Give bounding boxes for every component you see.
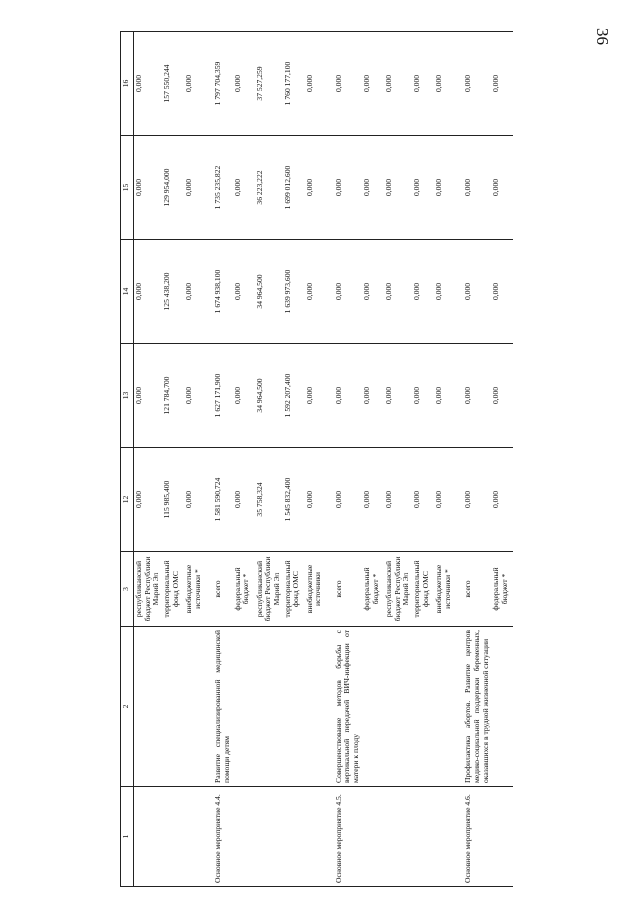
funding-source-cell: республиканский бюджет Республики Марий Эл	[134, 552, 163, 627]
amount-cell: 0,000	[412, 344, 434, 448]
activity-number-cell: Основное мероприятие 4.6.	[456, 787, 491, 887]
activity-number-cell	[233, 787, 255, 887]
amount-cell: 0,000	[134, 136, 163, 240]
activity-number-cell	[362, 787, 384, 887]
column-header: 2	[121, 627, 134, 787]
amount-cell: 0,000	[233, 448, 255, 552]
amount-cell: 0,000	[456, 136, 491, 240]
table-row	[491, 32, 513, 887]
amount-cell: 0,000	[434, 240, 456, 344]
amount-cell: 1 797 704,359	[206, 32, 232, 136]
amount-cell: 0,000	[456, 344, 491, 448]
amount-cell: 0,000	[327, 448, 362, 552]
table-row	[362, 32, 384, 887]
funding-source-cell: республиканский бюджет Республики Марий Эл	[384, 552, 412, 627]
activity-number-cell: Основное мероприятие 4.4.	[206, 787, 232, 887]
amount-cell: 0,000	[184, 136, 206, 240]
amount-cell: 0,000	[384, 344, 412, 448]
amount-cell: 1 545 832,400	[283, 448, 305, 552]
activity-name-cell	[162, 627, 184, 787]
activity-number-cell	[434, 787, 456, 887]
amount-cell: 0,000	[456, 240, 491, 344]
amount-cell: 0,000	[384, 448, 412, 552]
activity-name-cell	[362, 627, 384, 787]
activity-number-cell	[255, 787, 283, 887]
amount-cell: 34 964,500	[255, 240, 283, 344]
amount-cell: 0,000	[362, 448, 384, 552]
amount-cell: 0,000	[184, 32, 206, 136]
table-row	[384, 32, 412, 887]
amount-cell: 0,000	[233, 240, 255, 344]
amount-cell: 0,000	[491, 240, 513, 344]
amount-cell: 1 627 171,900	[206, 344, 232, 448]
activity-name-cell	[434, 627, 456, 787]
amount-cell: 0,000	[305, 240, 327, 344]
funding-source-cell: всего	[327, 552, 362, 627]
activity-number-cell	[305, 787, 327, 887]
amount-cell: 1 639 973,600	[283, 240, 305, 344]
column-header: 15	[121, 136, 134, 240]
amount-cell: 0,000	[233, 32, 255, 136]
amount-cell: 0,000	[434, 32, 456, 136]
amount-cell: 0,000	[491, 448, 513, 552]
activity-name-cell	[184, 627, 206, 787]
amount-cell: 0,000	[327, 136, 362, 240]
amount-cell: 157 550,244	[162, 32, 184, 136]
amount-cell: 35 758,324	[255, 448, 283, 552]
activity-name-cell	[283, 627, 305, 787]
table-row	[233, 32, 255, 887]
amount-cell: 115 985,400	[162, 448, 184, 552]
amount-cell: 0,000	[305, 32, 327, 136]
amount-cell: 0,000	[456, 448, 491, 552]
activity-name-cell	[134, 627, 163, 787]
amount-cell: 0,000	[184, 344, 206, 448]
amount-cell: 0,000	[384, 136, 412, 240]
amount-cell: 0,000	[412, 240, 434, 344]
amount-cell: 0,000	[134, 240, 163, 344]
funding-source-cell: территориальный фонд ОМС	[412, 552, 434, 627]
amount-cell: 0,000	[434, 136, 456, 240]
amount-cell: 0,000	[233, 136, 255, 240]
column-header: 12	[121, 448, 134, 552]
page-number: 36	[593, 28, 612, 45]
amount-cell: 0,000	[184, 240, 206, 344]
column-header: 3	[121, 552, 134, 627]
activity-name-cell: Профилактика абортов. Развитие центров медико-социальной поддержки беременных, оказавшихся в трудной жизненной ситуации	[456, 627, 491, 787]
funding-source-cell: республиканский бюджет Республики Марий Эл	[255, 552, 283, 627]
amount-cell: 0,000	[327, 240, 362, 344]
activity-number-cell	[491, 787, 513, 887]
table-row	[327, 32, 362, 887]
funding-source-cell: внебюджетные источники	[305, 552, 327, 627]
amount-cell: 0,000	[305, 344, 327, 448]
activity-number-cell: Основное мероприятие 4.5.	[327, 787, 362, 887]
activity-number-cell	[184, 787, 206, 887]
amount-cell: 0,000	[434, 448, 456, 552]
column-header: 16	[121, 32, 134, 136]
table-row	[255, 32, 283, 887]
amount-cell: 0,000	[384, 240, 412, 344]
amount-cell: 1 760 177,100	[283, 32, 305, 136]
amount-cell: 1 592 207,400	[283, 344, 305, 448]
amount-cell: 0,000	[412, 448, 434, 552]
funding-source-cell: федеральный бюджет *	[362, 552, 384, 627]
funding-source-cell: территориальный фонд ОМС	[162, 552, 184, 627]
activity-name-cell	[412, 627, 434, 787]
activity-number-cell	[134, 787, 163, 887]
table-row	[206, 32, 232, 887]
activity-name-cell	[305, 627, 327, 787]
amount-cell: 0,000	[305, 448, 327, 552]
amount-cell: 0,000	[491, 136, 513, 240]
amount-cell: 34 964,500	[255, 344, 283, 448]
activity-number-cell	[283, 787, 305, 887]
amount-cell: 0,000	[327, 32, 362, 136]
amount-cell: 0,000	[491, 344, 513, 448]
amount-cell: 0,000	[233, 344, 255, 448]
amount-cell: 0,000	[134, 448, 163, 552]
activity-name-cell	[384, 627, 412, 787]
table-row	[162, 32, 184, 887]
amount-cell: 0,000	[134, 344, 163, 448]
amount-cell: 0,000	[434, 344, 456, 448]
activity-number-cell	[412, 787, 434, 887]
amount-cell: 0,000	[134, 32, 163, 136]
funding-source-cell: всего	[206, 552, 232, 627]
funding-source-cell: территориальный фонд ОМС	[283, 552, 305, 627]
table-row	[305, 32, 327, 887]
table-row	[184, 32, 206, 887]
amount-cell: 1 581 590,724	[206, 448, 232, 552]
table-row	[456, 32, 491, 887]
amount-cell: 0,000	[456, 32, 491, 136]
amount-cell: 1 735 235,822	[206, 136, 232, 240]
activity-name-cell: Совершенствование методов борьбы с вертикальной передачей ВИЧ-инфекции от матери к плоду	[327, 627, 362, 787]
rotated-table-container	[120, 32, 625, 887]
amount-cell: 0,000	[384, 32, 412, 136]
amount-cell: 37 527,259	[255, 32, 283, 136]
column-header: 14	[121, 240, 134, 344]
table-row	[412, 32, 434, 887]
amount-cell: 121 784,700	[162, 344, 184, 448]
funding-source-cell: внебюджетные источники *	[184, 552, 206, 627]
amount-cell: 0,000	[362, 32, 384, 136]
amount-cell: 1 699 012,600	[283, 136, 305, 240]
activity-name-cell	[255, 627, 283, 787]
amount-cell: 0,000	[362, 344, 384, 448]
amount-cell: 0,000	[412, 136, 434, 240]
table-row	[434, 32, 456, 887]
funding-source-cell: всего	[456, 552, 491, 627]
amount-cell: 0,000	[491, 32, 513, 136]
activity-name-cell: Развитие специализированной медицинской помощи детям	[206, 627, 232, 787]
header-row	[121, 32, 134, 887]
amount-cell: 0,000	[327, 344, 362, 448]
amount-cell: 0,000	[362, 240, 384, 344]
column-header: 13	[121, 344, 134, 448]
activity-name-cell	[491, 627, 513, 787]
activity-number-cell	[162, 787, 184, 887]
amount-cell: 36 223,222	[255, 136, 283, 240]
amount-cell: 129 954,000	[162, 136, 184, 240]
amount-cell: 0,000	[305, 136, 327, 240]
table-row	[283, 32, 305, 887]
table-row	[134, 32, 163, 887]
amount-cell: 0,000	[184, 448, 206, 552]
activity-number-cell	[384, 787, 412, 887]
funding-source-cell: федеральный бюджет *	[233, 552, 255, 627]
activity-name-cell	[233, 627, 255, 787]
amount-cell: 0,000	[362, 136, 384, 240]
funding-source-cell: федеральный бюджет *	[491, 552, 513, 627]
column-header: 1	[121, 787, 134, 887]
funding-table	[120, 31, 513, 887]
amount-cell: 1 674 938,100	[206, 240, 232, 344]
amount-cell: 0,000	[412, 32, 434, 136]
amount-cell: 125 438,200	[162, 240, 184, 344]
funding-source-cell: внебюджетные источники *	[434, 552, 456, 627]
